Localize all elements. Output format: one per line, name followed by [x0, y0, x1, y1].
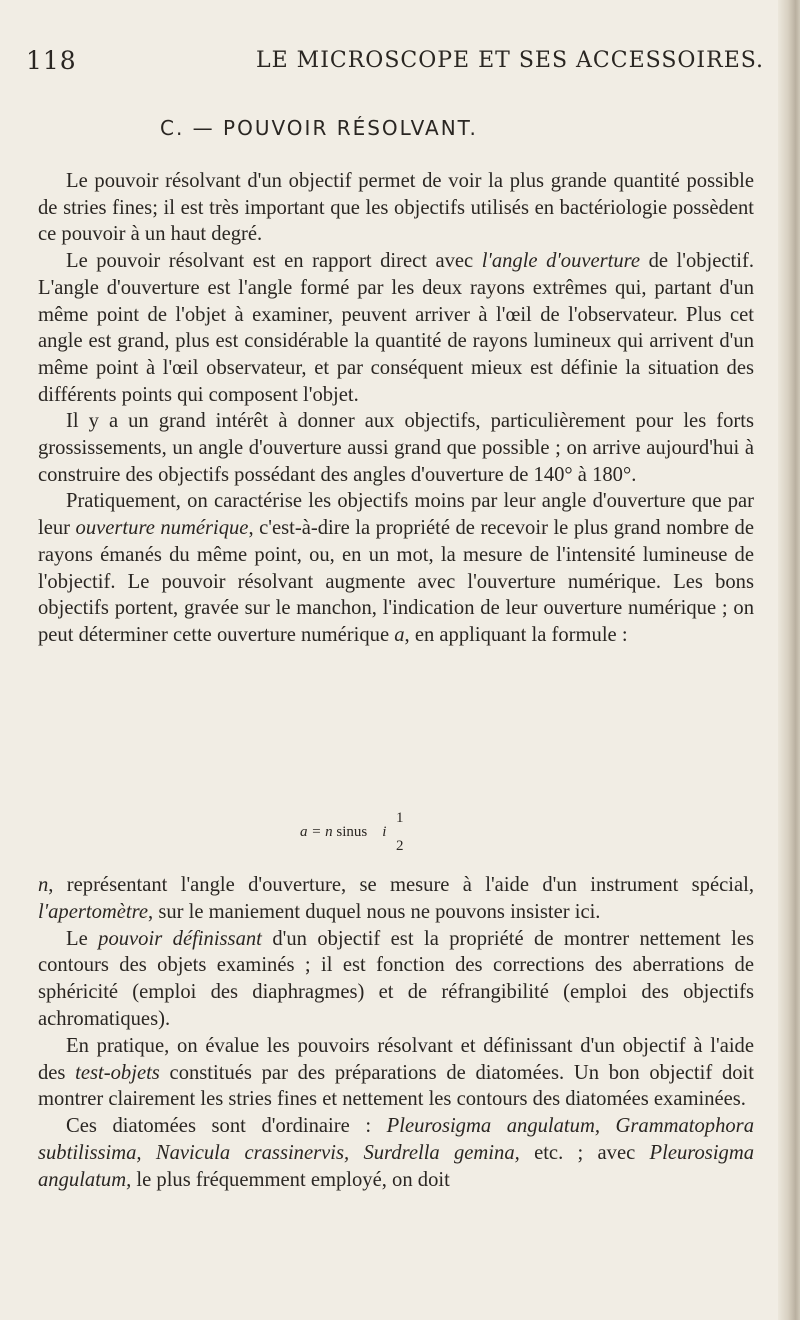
paragraph: Le pouvoir résolvant est en rapport direct avec l'angle d'ouverture de l'objectif. L'angle d'ouverture est l'angle formé par les deux rayons extrêmes qui, partant d'un même point de l'objet à examiner, peuvent arriver à l'œil de l'observateur. Plus cet angle est grand, plus est considérable la quantité de rayons lumineux qui arrivent d'un même point à l'œil observateur, et par conséquent mieux est définie la situation des différents points qui composent l'objet.: [38, 250, 755, 406]
formula-numerator: 1: [396, 810, 404, 826]
paragraph: Ces diatomées sont d'ordinaire : Pleurosigma angulatum, Grammatophora subtilissima, Navicula crassinervis, Surdrella gemina, etc. ; avec Pleurosigma angulatum, le plus fréquemment employé, on doit: [38, 1115, 755, 1191]
paragraph: Le pouvoir définissant d'un objectif est la propriété de montrer nettement les contours des objets examinés ; il est fonction des corrections des aberrations de sphéricité (emploi des diaphragmes) et de réfrangibilité (emploi des objectifs achromatiques).: [38, 927, 754, 1030]
paragraph: n, représentant l'angle d'ouverture, se mesure à l'aide d'un instrument spécial, l'apertomètre, sur le maniement duquel nous ne pouvons insister ici.: [38, 874, 754, 923]
formula-denominator: 2: [396, 838, 404, 854]
body-text-lower: [38, 872, 754, 1194]
formula-expression: a = n sinus i: [300, 824, 387, 840]
formula: [300, 810, 500, 866]
body-text-upper: [38, 168, 754, 649]
page-number: 118: [26, 46, 77, 75]
paragraph: Le pouvoir résolvant d'un objectif permet de voir la plus grande quantité possible de stries fines; il est très important que les objectifs utilisés en bactériologie possèdent ce pouvoir à un haut degré.: [38, 170, 754, 246]
paragraph: En pratique, on évalue les pouvoirs résolvant et définissant d'un objectif à l'aide des test-objets constitués par des préparations de diatomées. Un bon objectif doit montrer clairement les stries fines et nettement les contours des diatomées examinées.: [38, 1034, 754, 1111]
running-head: LE MICROSCOPE ET SES ACCESSOIRES.: [256, 48, 765, 73]
page-spine-shadow: [778, 0, 800, 1320]
page-header: [0, 46, 800, 86]
paragraph: Il y a un grand intérêt à donner aux objectifs, particulièrement pour les forts grossissements, un angle d'ouverture aussi grand que possible ; on arrive aujourd'hui à construire des objectifs possédant des angles d'ouverture de 140° à 180°.: [38, 410, 754, 486]
paragraph: Pratiquement, on caractérise les objectifs moins par leur angle d'ouverture que par leur ouverture numérique, c'est-à-dire la propriété de recevoir le plus grand nombre de rayons émanés du même point, ou, en un mot, la mesure de l'intensité lumineuse de l'objectif. Le pouvoir résolvant augmente avec l'ouverture numérique. Les bons objectifs portent, gravée sur le manchon, l'indication de leur ouverture numérique ; on peut déterminer cette ouverture numérique a, en appliquant la formule :: [38, 490, 754, 646]
section-title: C. — POUVOIR RÉSOLVANT.: [160, 116, 478, 140]
